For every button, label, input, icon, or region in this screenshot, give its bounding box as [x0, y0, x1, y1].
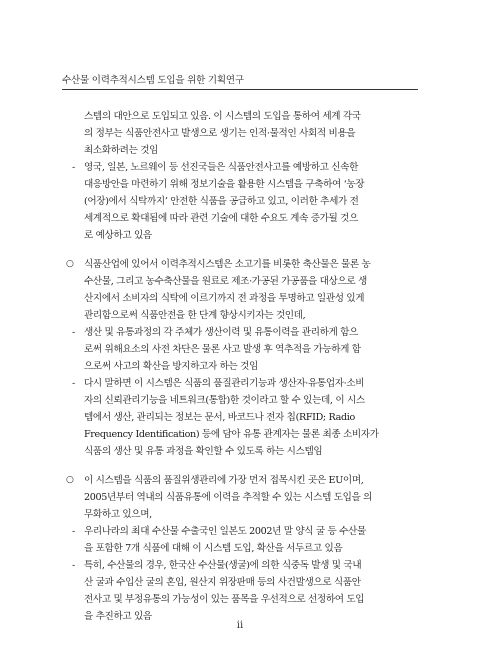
text-line: 2005년부터 역내의 식품유통에 이력을 추적할 수 있는 시스템 도입을 의 [84, 492, 373, 503]
text-line: 이 시스템을 식품의 품질위생관리에 가장 먼저 접목시킨 곳은 EU이며, [84, 475, 364, 486]
text-line: (어장)에서 식탁까지’ 안전한 식품을 공급하고 있고, 이러한 추세가 전 [84, 196, 359, 207]
text-line: 산지에서 소비자의 식탁에 이르기까지 전 과정을 투명하고 일관성 있게 [84, 293, 365, 304]
text-line: 으로써 사고의 확산을 방지하고자 하는 것임 [84, 361, 259, 372]
text-line: 대응방안을 마련하기 위해 정보기술을 활용한 시스템을 구축하여 ‘농장 [84, 179, 365, 190]
text-line: 로써 위해요소의 사전 차단은 물론 사고 발생 후 역추적을 가능하게 함 [84, 344, 361, 355]
text-line: 수산물, 그리고 농수축산물을 원료로 제조·가공된 가공품을 대상으로 생 [84, 276, 367, 287]
dash-item [58, 375, 422, 460]
dash-item [58, 557, 422, 625]
text-line: 특히, 수산물의 경우, 한국산 수산물(생굴)에 의한 식중독 발생 및 국내 [84, 560, 362, 571]
dash-item [58, 523, 422, 557]
running-header: 수산물 이력추적시스템 도입을 위한 기획연구 [62, 72, 418, 90]
circle-bullet-icon: ○ [66, 259, 74, 269]
text-line: 산 굴과 수입산 굴의 혼입, 원산지 위장판매 등의 사건발생으로 식품안 [84, 577, 361, 588]
paragraph-continuation [58, 108, 422, 159]
text-line: 다시 말하면 이 시스템은 식품의 품질관리기능과 생산자·유통업자·소비 [84, 378, 365, 389]
text-line: 관리함으로써 식품안전을 한 단계 향상시키자는 것인데, [84, 310, 306, 321]
text-line: 의 정부는 식품안전사고 발생으로 생기는 인적·물적인 사회적 비용을 [84, 128, 356, 139]
text-line: 스템의 대안으로 도입되고 있음. 이 시스템의 도입을 통하여 세계 각국 [84, 111, 361, 122]
text-line: Frequency Identification) 등에 담아 유통 관계자는 물론 최종 소비자가 [84, 429, 379, 440]
text-line: 식품산업에 있어서 이력추적시스템은 소고기를 비롯한 축산물은 물론 농 [84, 259, 371, 270]
text-line: 을 추진하고 있음 [84, 611, 152, 622]
dash-item [58, 324, 422, 375]
body-text [58, 108, 422, 625]
text-line: 을 포함한 7개 식품에 대해 이 시스템 도입, 확산을 서두르고 있음 [84, 543, 343, 554]
text-line: 최소화하려는 것임 [84, 145, 159, 156]
circle-bullet-icon: ○ [66, 475, 74, 485]
dash-marker: - [72, 526, 75, 537]
dash-item [58, 159, 422, 244]
text-line: 로 예상하고 있음 [84, 230, 152, 241]
page-number: ii [236, 620, 244, 631]
bullet-item [58, 256, 422, 324]
text-line: 자의 신뢰관리기능을 네트워크(통합)한 것이라고 할 수 있는데, 이 시스 [84, 395, 365, 406]
dash-marker: - [72, 378, 75, 389]
text-line: 템에서 생산, 관리되는 정보는 문서, 바코드나 전자 칩(RFID; Radio [84, 412, 355, 423]
text-line: 영국, 일본, 노르웨이 등 선진국들은 식품안전사고를 예방하고 신속한 [84, 162, 358, 173]
text-line: 무화하고 있으며, [84, 509, 152, 520]
text-line: 식품의 생산 및 유통 과정을 확인할 수 있도록 하는 시스템임 [84, 446, 323, 457]
text-line: 전사고 및 부정유통의 가능성이 있는 품목을 우선적으로 선정하여 도입 [84, 594, 365, 605]
text-line: 우리나라의 최대 수산물 수출국인 일본도 2002년 말 양식 굴 등 수산물 [84, 526, 366, 537]
bullet-item [58, 472, 422, 523]
text-line: 세계적으로 확대됨에 따라 관련 기술에 대한 수요도 계속 증가될 것으 [84, 213, 358, 224]
dash-marker: - [72, 560, 75, 571]
dash-marker: - [72, 327, 75, 338]
text-line: 생산 및 유통과정의 각 주체가 생산이력 및 유통이력을 관리하게 함으 [84, 327, 358, 338]
dash-marker: - [72, 162, 75, 173]
